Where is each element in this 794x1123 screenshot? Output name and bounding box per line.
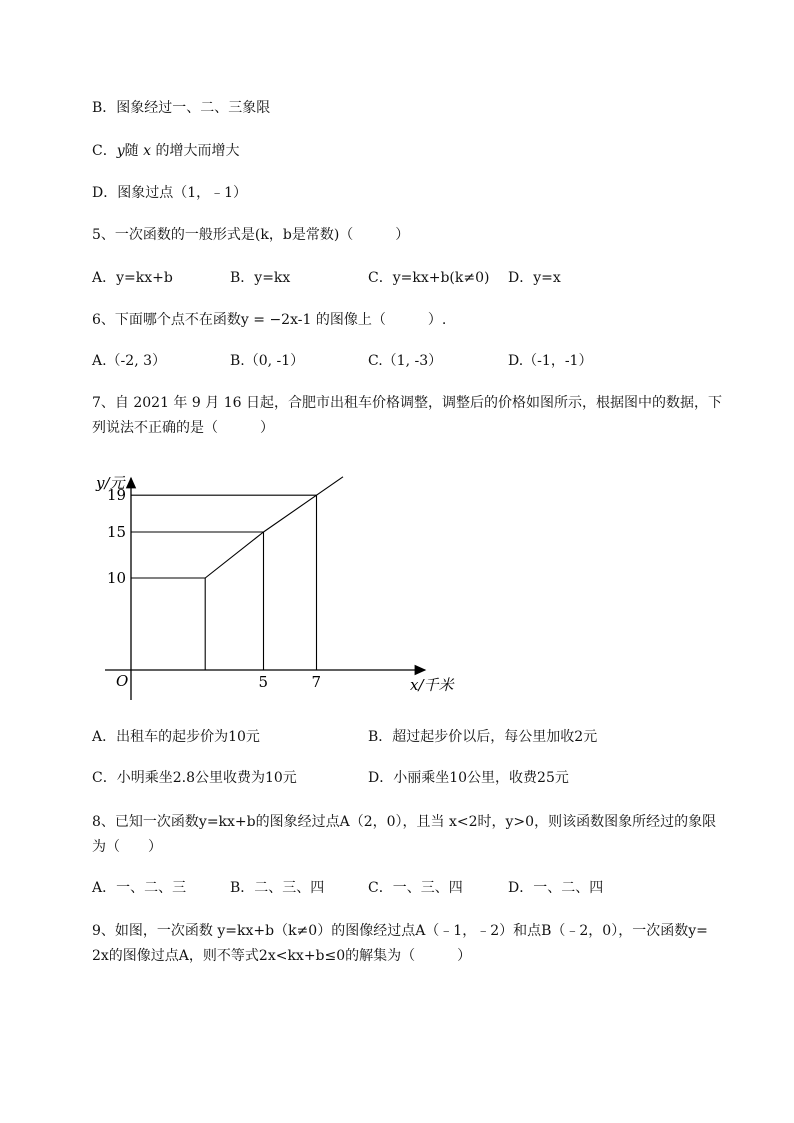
q4-c-mid: 随 [124,143,139,159]
q7-option-a: A．出租车的起步价为10元 [92,729,260,745]
q7-option-b: B．超过起步价以后，每公里加收2元 [368,729,598,745]
q6-option-b: B.（0, -1） [230,353,305,369]
q8-stem-line2: 为（ ） [92,839,162,855]
q9-stem-line2: 2x的图像过点A，则不等式2x<kx+b≤0的解集为（ ） [92,948,472,964]
x-tick-label: 7 [311,673,322,691]
origin-label: O [116,672,129,690]
q8-option-d: D．一、二、四 [508,880,604,896]
q7-option-c: C．小明乘坐2.8公里收费为10元 [92,770,297,786]
q4-option-b: B．图象经过一、二、三象限 [92,100,271,116]
fare-line-segment [264,495,317,532]
q4-option-d: D．图象过点（1，﹣1） [92,185,248,201]
y-tick-label: 10 [107,569,127,587]
q7-stem-line1: 7、自 2021 年 9 月 16 日起，合肥市出租车价格调整，调整后的价格如图所示，根据图中的数据，下 [92,395,722,411]
q5-option-b: B．y=kx [230,270,291,286]
y-tick-label: 19 [107,486,127,505]
q8-option-c: C．一、三、四 [368,880,463,896]
q8-stem-line1: 8、已知一次函数y=kx+b的图象经过点A（2，0），且当 x<2时，y>0，则该函数图象所经过的象限 [92,814,717,830]
q5-option-d: D．y=x [508,270,561,286]
y-tick-label: 15 [107,523,127,541]
q7-option-d: D．小丽乘坐10公里，收费25元 [368,770,569,786]
fare-line-segment [317,477,344,495]
q5-option-c: C．y=kx+b(k≠0) [368,270,490,286]
q4-c-prefix: C． [92,143,117,159]
q8-option-a: A．一、二、三 [92,880,187,896]
q4-c-y: y [116,143,125,159]
q9-stem-line1: 9、如图，一次函数 y=kx+b（k≠0）的图像经过点A（﹣1，﹣2）和点B（﹣2，0），一次函数y= [92,923,708,939]
y-axis-label: y/元 [96,474,125,492]
fare-line-segment [205,532,263,578]
q6-option-a: A.（-2, 3） [92,353,167,369]
q6-option-c: C.（1, -3） [368,353,443,369]
q6-stem: 6、下面哪个点不在函数y = −2x-1 的图像上（ ）. [92,312,447,328]
q4-c-suffix: 的增大而增大 [155,143,240,159]
q4-option-c [92,141,239,161]
x-tick-label: 5 [258,673,269,691]
q7-stem-line2: 列说法不正确的是（ ） [92,420,274,436]
q8-option-b: B．二、三、四 [230,880,325,896]
q6-option-d: D.（-1，-1） [508,353,593,369]
q4-c-x: x [143,143,151,159]
x-axis-label: x/千米 [410,676,454,694]
q5-stem: 5、一次函数的一般形式是(k，b是常数)（ ） [92,227,410,243]
q5-option-a: A．y=kx+b [92,270,173,286]
